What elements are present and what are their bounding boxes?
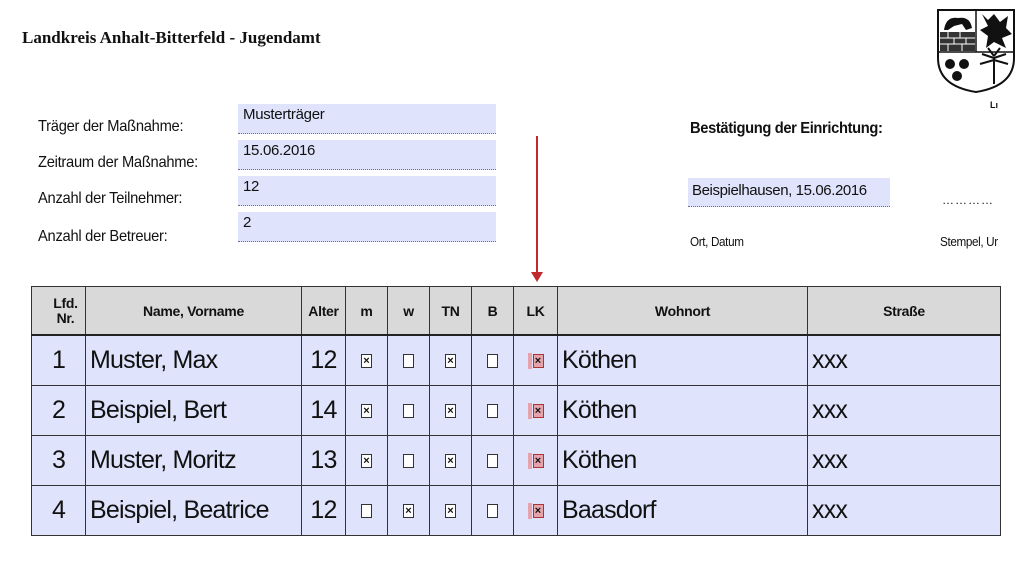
cell-nr: 4 (32, 486, 86, 536)
signature-dots: ………… (942, 193, 994, 207)
checkbox-tn-checked[interactable]: × (445, 354, 456, 368)
col-header-b: B (472, 287, 514, 336)
cell-strasse[interactable]: xxx (808, 335, 1001, 386)
col-header-lk: LK (514, 287, 558, 336)
cell-wohnort[interactable]: Köthen (558, 386, 808, 436)
col-header-alter: Alter (302, 287, 346, 336)
annotation-arrow (536, 136, 538, 274)
checkbox-b-unchecked[interactable] (487, 454, 498, 468)
field-traeger[interactable]: Musterträger (238, 104, 496, 134)
cell-name[interactable]: Beispiel, Bert (86, 386, 302, 436)
checkbox-lk-checked[interactable]: × (533, 454, 544, 468)
table-row (32, 386, 1001, 436)
checkbox-lk-checked[interactable]: × (533, 504, 544, 518)
cell-name[interactable]: Muster, Moritz (86, 436, 302, 486)
cell-alter[interactable]: 12 (302, 486, 346, 536)
checkbox-m-checked[interactable]: × (361, 454, 372, 468)
col-header-wohnort: Wohnort (558, 287, 808, 336)
field-zeitraum[interactable]: 15.06.2016 (238, 140, 496, 170)
col-header-m: m (346, 287, 388, 336)
cell-strasse[interactable]: xxx (808, 386, 1001, 436)
col-header-w: w (388, 287, 430, 336)
cell-wohnort[interactable]: Köthen (558, 436, 808, 486)
label-teilnehmer: Anzahl der Teilnehmer: (38, 190, 183, 207)
col-header-nr-line1: Lfd. (53, 294, 78, 311)
checkbox-b-unchecked[interactable] (487, 504, 498, 518)
cell-name[interactable]: Muster, Max (86, 335, 302, 386)
cell-nr: 2 (32, 386, 86, 436)
table-row (32, 486, 1001, 536)
cell-name[interactable]: Beispiel, Beatrice (86, 486, 302, 536)
col-header-strasse: Straße (808, 287, 1001, 336)
field-teilnehmer[interactable]: 12 (238, 176, 496, 206)
cell-alter[interactable]: 13 (302, 436, 346, 486)
col-header-nr (32, 287, 86, 336)
cell-strasse[interactable]: xxx (808, 486, 1001, 536)
participant-table (31, 286, 1001, 536)
document-title: Landkreis Anhalt-Bitterfeld - Jugendamt (22, 28, 321, 47)
checkbox-m-unchecked[interactable] (361, 504, 372, 518)
label-betreuer: Anzahl der Betreuer: (38, 228, 168, 245)
lk-highlight-icon (528, 353, 532, 369)
label-zeitraum: Zeitraum der Maßnahme: (38, 154, 199, 171)
annotation-arrow-head-icon (531, 272, 543, 282)
lk-highlight-icon (528, 503, 532, 519)
table-header-row (32, 287, 1001, 336)
checkbox-b-unchecked[interactable] (487, 404, 498, 418)
cell-nr: 1 (32, 335, 86, 386)
cell-alter[interactable]: 14 (302, 386, 346, 436)
checkbox-w-unchecked[interactable] (403, 454, 414, 468)
col-header-tn: TN (430, 287, 472, 336)
checkbox-w-unchecked[interactable] (403, 404, 414, 418)
crest-caption: Lı (990, 100, 998, 110)
checkbox-m-checked[interactable]: × (361, 404, 372, 418)
cell-strasse[interactable]: xxx (808, 436, 1001, 486)
cell-alter[interactable]: 12 (302, 335, 346, 386)
checkbox-lk-checked[interactable]: × (533, 354, 544, 368)
cell-wohnort[interactable]: Köthen (558, 335, 808, 386)
place-date-field[interactable]: Beispielhausen, 15.06.2016 (688, 178, 890, 207)
checkbox-tn-checked[interactable]: × (445, 504, 456, 518)
confirmation-title: Bestätigung der Einrichtung: (690, 120, 883, 137)
cell-nr: 3 (32, 436, 86, 486)
checkbox-b-unchecked[interactable] (487, 354, 498, 368)
table-row (32, 335, 1001, 386)
cell-wohnort[interactable]: Baasdorf (558, 486, 808, 536)
checkbox-m-checked[interactable]: × (361, 354, 372, 368)
lk-highlight-icon (528, 403, 532, 419)
checkbox-w-checked[interactable]: × (403, 504, 414, 518)
place-date-label: Ort, Datum (690, 234, 744, 249)
stamp-label: Stempel, Ur (940, 234, 998, 249)
label-traeger: Träger der Maßnahme: (38, 118, 184, 135)
field-betreuer[interactable]: 2 (238, 212, 496, 242)
lk-highlight-icon (528, 453, 532, 469)
col-header-name: Name, Vorname (86, 287, 302, 336)
coat-of-arms-icon (936, 8, 1016, 94)
table-row (32, 436, 1001, 486)
checkbox-w-unchecked[interactable] (403, 354, 414, 368)
col-header-nr-line2: Nr. (56, 309, 75, 326)
checkbox-tn-checked[interactable]: × (445, 454, 456, 468)
checkbox-lk-checked[interactable]: × (533, 404, 544, 418)
checkbox-tn-checked[interactable]: × (445, 404, 456, 418)
